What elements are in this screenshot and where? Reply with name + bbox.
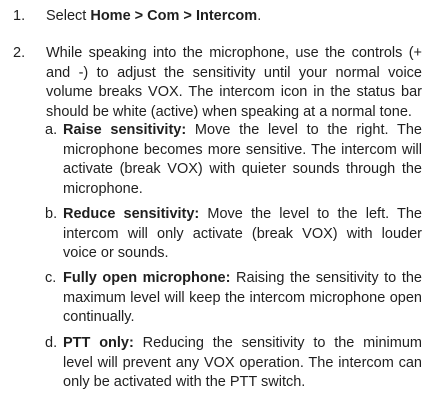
substep-description: Raising the sensitivity to the maximum level will keep the intercom microphone open continually.: [63, 270, 422, 326]
step-suffix: .: [257, 8, 262, 24]
substep-title: PTT only:: [63, 335, 134, 351]
step-prefix: Select: [46, 8, 91, 24]
substep-letter: c.: [45, 270, 57, 286]
step-number: 2.: [13, 45, 26, 61]
substep-title: Raise sensitivity:: [63, 122, 187, 138]
substep-description: Reducing the sensitivity to the minimum level will prevent any VOX operation. The intercom can only be activated with the PTT switch.: [63, 335, 422, 391]
substep-title: Fully open microphone:: [63, 270, 231, 286]
substep-description: Move the level to the left. The intercom will only activate (break VOX) with louder voice or sounds.: [63, 206, 422, 262]
substep-text: [63, 205, 422, 264]
menu-path-separator: >: [179, 8, 196, 24]
step-number: 1.: [13, 8, 26, 24]
menu-path-intercom: Intercom: [195, 8, 258, 24]
step-text: While speaking into the microphone, use the controls (+ and -) to adjust the sensitivity until your normal voice volume breaks VOX. The intercom icon in the status bar should be white (active) when speaking at a normal tone.: [46, 45, 422, 120]
substep-description: Move the level to the right. The microphone becomes more sensitive. The intercom will activate (break VOX) with quieter sounds through the microphone.: [63, 122, 422, 197]
substep-title: Reduce sensitivity:: [63, 206, 200, 222]
substep-letter: a.: [45, 122, 58, 138]
substep-letter: b.: [45, 206, 58, 222]
step-text: [46, 7, 422, 27]
menu-path-com: Com: [147, 8, 180, 24]
substep-text: [63, 121, 422, 199]
substep-text: [63, 334, 422, 393]
menu-path-home: Home: [90, 8, 131, 24]
substep-letter: d.: [45, 335, 58, 351]
substep-text: [63, 269, 422, 328]
menu-path-separator: >: [130, 8, 148, 24]
